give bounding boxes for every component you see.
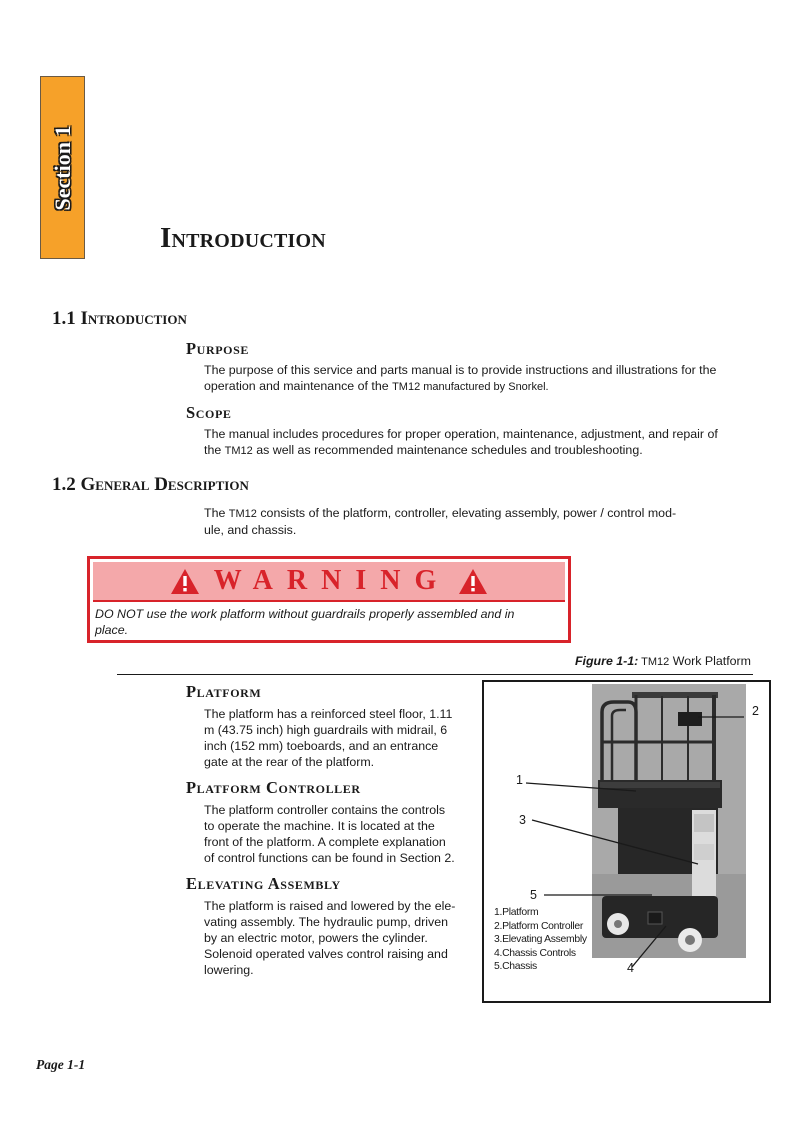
desc-line-1a: The <box>204 506 229 520</box>
desc-line-1c: consists of the platform, controller, elevating assembly, power / control mod- <box>256 506 677 520</box>
heading-1-2: 1.2 General Description <box>52 474 249 495</box>
controller-line: front of the platform. A complete explanation <box>204 835 446 849</box>
leader-line-1 <box>526 783 636 791</box>
figure-legend <box>494 906 587 974</box>
warning-header <box>93 562 565 602</box>
figure-rule <box>117 674 753 675</box>
controller-line: of control functions can be found in Section 2. <box>204 851 455 865</box>
warning-triangle-icon <box>458 568 488 595</box>
purpose-line-2b: TM12 manufactured by Snorkel. <box>392 381 549 393</box>
page-number: Page 1-1 <box>36 1057 86 1072</box>
warning-title: WARNING <box>213 565 451 596</box>
elevating-line: lowering. <box>204 963 254 977</box>
elevating-line: vating assembly. The hydraulic pump, driven <box>204 915 449 929</box>
purpose-line-1: The purpose of this service and parts manual is to provide instructions and illustrations for the <box>204 363 717 377</box>
figure-caption-model: TM12 <box>638 656 670 668</box>
platform-line: m (43.75 inch) high guardrails with midrail, 6 <box>204 723 448 737</box>
page-title: Introduction <box>160 222 326 254</box>
scope-line-2c: as well as recommended maintenance schedules and troubleshooting. <box>252 443 643 457</box>
scope-line-1: The manual includes procedures for proper operation, maintenance, adjustment, and repair of <box>204 427 718 441</box>
legend-item: 1.Platform <box>494 907 539 918</box>
section-tab-label: Section 1 <box>49 125 75 210</box>
purpose-paragraph <box>204 362 716 395</box>
leader-line-4 <box>632 926 666 967</box>
callout-2: 2 <box>752 704 759 718</box>
purpose-line-2a: operation and maintenance of the <box>204 379 393 393</box>
desc-model: TM12 <box>228 508 257 520</box>
platform-line: The platform has a reinforced steel floor, 1.11 <box>204 707 453 721</box>
callout-5: 5 <box>530 888 537 902</box>
heading-1-1: 1.1 Introduction <box>52 308 187 329</box>
callout-4: 4 <box>627 961 634 975</box>
callout-1: 1 <box>516 773 523 787</box>
heading-elevating-assembly: Elevating Assembly <box>186 874 341 893</box>
scope-paragraph <box>204 426 718 459</box>
heading-purpose: Purpose <box>186 339 249 358</box>
figure-caption-text: Work Platform <box>669 654 751 668</box>
controller-line: to operate the machine. It is located at the <box>204 819 435 833</box>
scope-model: TM12 <box>224 445 253 457</box>
desc-line-2: ule, and chassis. <box>204 523 297 537</box>
legend-item: 2.Platform Controller <box>494 920 583 932</box>
scope-line-2a: the <box>204 443 225 457</box>
platform-paragraph <box>204 706 452 770</box>
warning-line-2: place. <box>95 623 129 637</box>
legend-item: 4.Chassis Controls <box>494 947 576 959</box>
heading-platform: Platform <box>186 682 262 701</box>
elevating-line: The platform is raised and lowered by the ele- <box>204 899 456 913</box>
heading-scope: Scope <box>186 403 232 422</box>
warning-box <box>87 556 571 643</box>
warning-text <box>95 606 563 638</box>
elevating-assembly-paragraph <box>204 898 455 978</box>
leader-line-3 <box>532 820 698 864</box>
figure-caption-label: Figure 1-1: <box>574 654 639 668</box>
warning-triangle-icon <box>170 568 200 595</box>
general-description-paragraph <box>204 505 676 538</box>
platform-line: inch (152 mm) toeboards, and an entrance <box>204 739 439 753</box>
controller-line: The platform controller contains the controls <box>204 803 446 817</box>
warning-line-1: DO NOT use the work platform without guardrails properly assembled and in <box>95 607 515 621</box>
figure-caption <box>575 654 751 668</box>
legend-item: 5.Chassis <box>494 961 537 972</box>
section-tab <box>40 76 85 259</box>
elevating-line: Solenoid operated valves control raising and <box>204 947 448 961</box>
platform-line: gate at the rear of the platform. <box>204 755 375 769</box>
callout-3: 3 <box>519 813 526 827</box>
elevating-line: by an electric motor, powers the cylinder. <box>204 931 428 945</box>
heading-platform-controller: Platform Controller <box>186 778 361 797</box>
platform-controller-paragraph <box>204 802 455 866</box>
legend-item: 3.Elevating Assembly <box>494 934 587 945</box>
